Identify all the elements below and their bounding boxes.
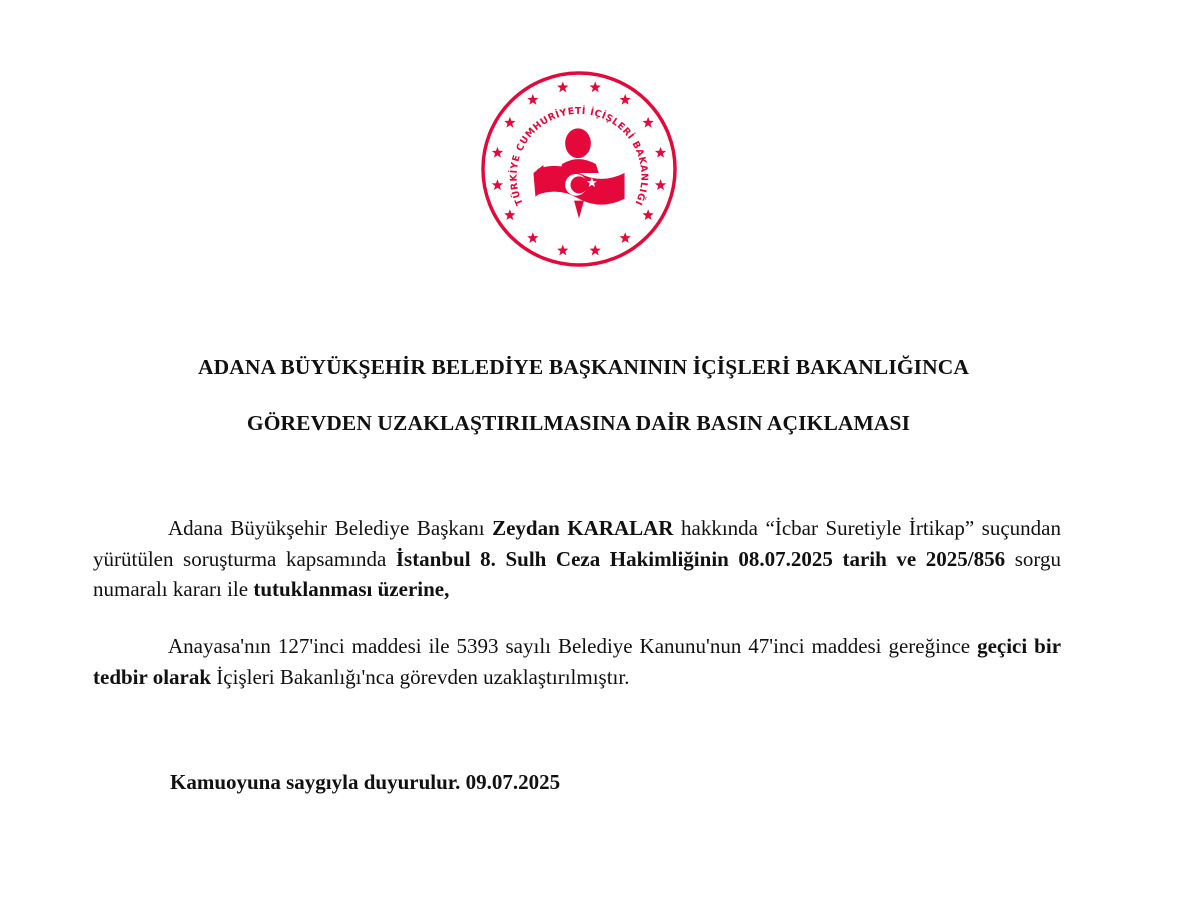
title-line-2: GÖREVDEN UZAKLAŞTIRILMASINA DAİR BASIN AÇIKLAMASI (246, 411, 911, 435)
flag-icon (533, 165, 624, 218)
body-paragraph-2 (93, 631, 1061, 692)
seal-star-icon (504, 209, 515, 220)
para1-bold-name: Zeydan KARALAR (492, 516, 674, 540)
title-line-1: ADANA BÜYÜKŞEHİR BELEDİYE BAŞKANININ İÇİŞLERİ BAKANLIĞINCA (197, 355, 969, 379)
seal-star-icon (504, 117, 515, 128)
seal-graphic (480, 70, 678, 268)
para2-text-2: İçişleri Bakanlığı'nca görevden uzaklaştırılmıştır. (211, 664, 630, 689)
seal-star-icon (590, 245, 601, 256)
para1-bold-court: İstanbul 8. Sulh Ceza Hakimliğinin 08.07.2025 tarih ve 2025/856 (395, 546, 1006, 571)
ministry-seal (480, 70, 678, 268)
seal-star-icon (557, 245, 568, 256)
seal-star-icon (492, 179, 503, 190)
seal-star-icon (642, 209, 653, 220)
closing-statement: Kamuoyuna saygıyla duyurulur. 09.07.2025 (170, 770, 561, 794)
seal-star-icon (620, 232, 631, 243)
seal-star-icon (590, 81, 601, 92)
para1-text-1: Adana Büyükşehir Belediye Başkanı (168, 516, 493, 540)
para1-bold-arrest: tutuklanması üzerine, (253, 577, 450, 601)
bust-icon (559, 128, 599, 173)
seal-circle-text: TÜRKİYE CUMHURİYETİ İÇİŞLERİ BAKANLIĞI (508, 105, 650, 208)
para1-text-2: hakkında “İcbar Suretiyle İrtikap” suçundan yürütülen soruşturma kapsamında (93, 516, 1061, 571)
para2-bold-measure: geçici bir tedbir olarak (93, 634, 1062, 689)
para2-text-1: Anayasa'nın 127'inci maddesi ile 5393 sayılı Belediye Kanunu'nun 47'inci maddesi gereğince (168, 634, 978, 658)
para1-text-3: sorgu numaralı kararı ile (93, 546, 1061, 601)
seal-star-icon (527, 232, 538, 243)
seal-star-icon (655, 147, 666, 158)
seal-star-icon (642, 117, 653, 128)
seal-star-icon (620, 94, 631, 105)
seal-star-icon (655, 179, 666, 190)
seal-star-icon (527, 94, 538, 105)
seal-star-icon (492, 147, 503, 158)
seal-star-icon (557, 81, 568, 92)
body-paragraph-1 (93, 513, 1061, 605)
